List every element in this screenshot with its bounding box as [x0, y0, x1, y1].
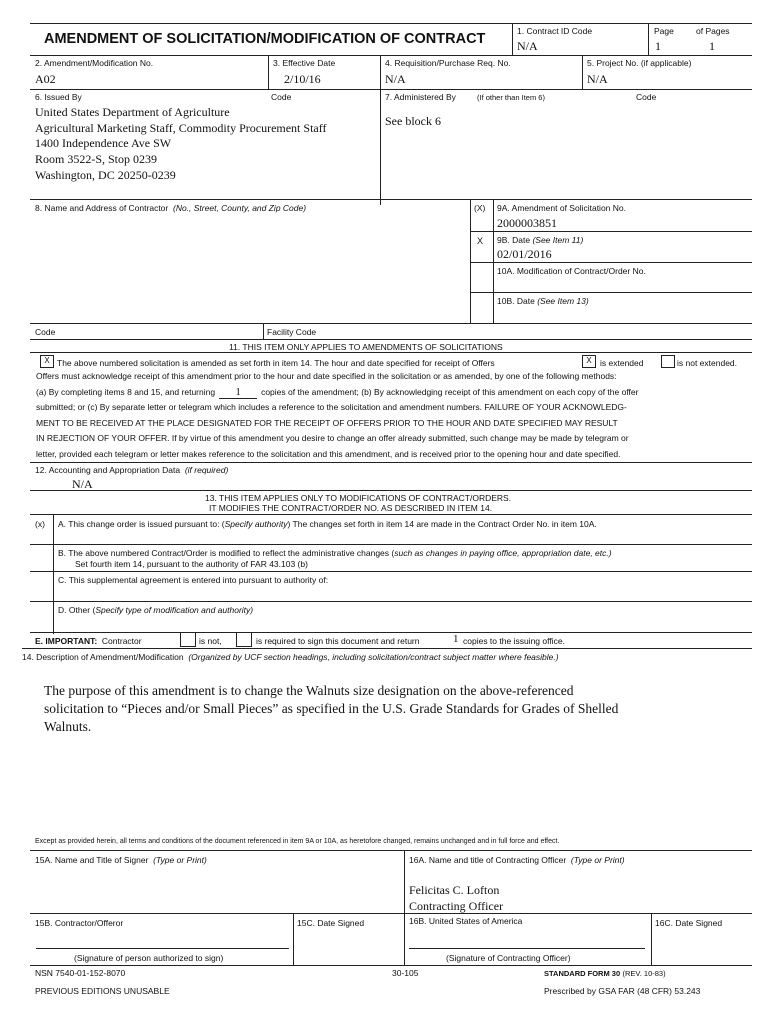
item-13-a-tail: ) The changes set forth in item 14 are made in the Contract Order No. in item 10A.: [287, 519, 597, 529]
standard-form: [544, 968, 666, 978]
important-contractor: Contractor: [101, 636, 142, 646]
is-not-checkbox[interactable]: [180, 632, 196, 647]
date-9b-label-text: 9B. Date: [497, 235, 531, 245]
previous-editions: PREVIOUS EDITIONS UNUSABLE: [35, 986, 170, 996]
accounting-label-text: 12. Accounting and Appropriation Data: [35, 465, 181, 475]
officer-name-label: [409, 855, 625, 865]
important-is-not: is not,: [199, 636, 222, 646]
accounting-label: [35, 465, 228, 475]
form-title: AMENDMENT OF SOLICITATION/MODIFICATION OF CONTRACT: [44, 31, 486, 47]
date-9b-mark: X: [477, 236, 484, 246]
item-11-line-5: MENT TO BE RECEIVED AT THE PLACE DESIGNATED FOR THE RECEIPT OF OFFERS PRIOR TO THE HOUR AND DATE SPECIFIED MAY RESULT: [36, 417, 618, 428]
date-signed-16c-label: 16C. Date Signed: [655, 918, 723, 928]
officer-name: Felicitas C. Lofton: [409, 883, 500, 897]
page-label: Page: [654, 26, 674, 36]
item-11-line-3a: (a) By completing items 8 and 15, and returning: [36, 386, 216, 397]
item-13-heading-1: 13. THIS ITEM APPLIES ONLY TO MODIFICATIONS OF CONTRACT/ORDERS.: [205, 493, 512, 503]
item-13-d-text: D. Other (: [58, 605, 96, 615]
item-11-line-3: [36, 385, 748, 401]
issued-by-line-2: Agricultural Marketing Staff, Commodity Procurement Staff: [35, 121, 327, 135]
is-required-checkbox[interactable]: [236, 632, 252, 647]
accounting-note: (if required): [184, 465, 229, 475]
contractor-label-text: 8. Name and Address of Contractor: [35, 203, 169, 213]
important-tail: copies to the issuing office.: [463, 636, 565, 646]
item-13-x-column: (x): [35, 519, 45, 529]
description-line-2: solicitation to “Pieces and/or Small Pieces” as specified in the U.S. Grade Standards for Grades of Shelled: [44, 701, 619, 716]
date-10b-label-text: 10B. Date: [497, 296, 535, 306]
item-13-heading-2: IT MODIFIES THE CONTRACT/ORDER NO. AS DESCRIBED IN ITEM 14.: [209, 503, 493, 513]
issued-by-label: 6. Issued By: [35, 92, 82, 102]
important-label: E. IMPORTANT:: [35, 636, 98, 646]
accounting-value: N/A: [72, 477, 93, 491]
item-13-b: [58, 548, 612, 558]
description-note: (Organized by UCF section headings, including solicitation/contract subject matter where feasible.): [188, 652, 559, 662]
description-label-text: 14. Description of Amendment/Modification: [22, 652, 184, 662]
contractor-offeror-label: 15B. Contractor/Offeror: [35, 918, 124, 928]
item-11-line-7: letter, provided each telegram or letter makes reference to the solicitation and this amendment, and is received prior to the opening hour and date specified.: [36, 448, 621, 459]
prescribed-by: Prescribed by GSA FAR (48 CFR) 53.243: [544, 986, 701, 996]
description-line-1: The purpose of this amendment is to change the Walnuts size designation on the above-referenced: [44, 683, 574, 698]
officer-title: Contracting Officer: [409, 899, 504, 913]
item-11-instructions: [36, 369, 748, 462]
project-no-value: N/A: [587, 72, 608, 86]
date-10b-label: [497, 296, 589, 306]
item-13-a: [58, 519, 597, 529]
contractor-label-note: (No., Street, County, and Zip Code): [172, 203, 307, 213]
except-note: Except as provided herein, all terms and conditions of the document referenced in item 9A or 10A, as heretofore changed, remains unchanged and in full force and effect.: [35, 838, 560, 845]
amendment-no-label: 2. Amendment/Modification No.: [35, 58, 154, 68]
description-label: [22, 652, 559, 662]
effective-date-label: 3. Effective Date: [273, 58, 336, 68]
item-13-c: C. This supplemental agreement is entered into pursuant to authority of:: [58, 575, 329, 585]
solicitation-amended-checkbox[interactable]: X: [40, 355, 54, 368]
project-no-label: 5. Project No. (if applicable): [587, 58, 692, 68]
signer-name-label-text: 15A. Name and Title of Signer: [35, 855, 149, 865]
contractor-label: [35, 203, 306, 213]
issued-by-line-1: United States Department of Agriculture: [35, 105, 230, 119]
administered-by-note: (If other than Item 6): [477, 93, 545, 102]
item-13-b-note: such as changes in paying office, appropriation date, etc.): [394, 548, 612, 558]
requisition-value: N/A: [385, 72, 406, 86]
date-10b-note: (See Item 13): [537, 296, 589, 306]
officer-name-note: (Type or Print): [570, 855, 625, 865]
issued-by-line-4: Room 3522-S, Stop 0239: [35, 152, 158, 166]
item-13-a-text: A. This change order is issued pursuant to: (: [58, 519, 225, 529]
mark-column-header: (X): [474, 203, 486, 213]
date-signed-15c-label: 15C. Date Signed: [297, 918, 365, 928]
extended-label: is extended: [600, 358, 644, 368]
item-13-d-note: Specify type of modification and authority): [95, 605, 254, 615]
item-13-a-authority: Specify authority: [224, 519, 288, 529]
officer-name-label-text: 16A. Name and title of Contracting Officer: [409, 855, 567, 865]
nsn-number: NSN 7540-01-152-8070: [35, 968, 126, 978]
administered-by-code-label: Code: [636, 92, 657, 102]
signer-name-note: (Type or Print): [153, 855, 207, 865]
amendment-solicitation-label: 9A. Amendment of Solicitation No.: [497, 203, 626, 213]
usa-label: 16B. United States of America: [409, 916, 523, 926]
item-11-line-6: IN REJECTION OF YOUR OFFER. If by virtue of this amendment you desire to change an offer already submitted, such change may be made by telegram or: [36, 433, 629, 443]
contract-id-value: N/A: [517, 39, 538, 53]
issued-by-code-label: Code: [271, 92, 292, 102]
standard-form-rev: (REV. 10-83): [622, 969, 666, 978]
modification-contract-label: 10A. Modification of Contract/Order No.: [497, 266, 646, 276]
contractor-signature-line[interactable]: [36, 948, 289, 949]
issued-by-line-5: Washington, DC 20250-0239: [35, 168, 176, 182]
standard-form-name: STANDARD FORM 30: [544, 969, 621, 978]
administered-by-label: 7. Administered By: [385, 92, 456, 102]
issued-by-line-3: 1400 Independence Ave SW: [35, 136, 172, 150]
item-11-line-1: The above numbered solicitation is amended as set forth in item 14. The hour and date specified for receipt of Offers: [57, 358, 495, 368]
item-11-copies: 1: [219, 387, 257, 399]
signer-name-label: [35, 855, 207, 865]
effective-date-value: 2/10/16: [284, 72, 321, 86]
date-9b-note: (See Item 11): [532, 235, 584, 245]
amendment-no-value: A02: [35, 72, 56, 86]
important-copies: 1: [453, 633, 459, 645]
code-label: Code: [35, 327, 56, 337]
pages-label: of Pages: [696, 26, 730, 36]
item-13-b-line-2: Set fourth item 14, pursuant to the authority of FAR 43.103 (b): [75, 559, 308, 569]
item-11-line-2: Offers must acknowledge receipt of this amendment prior to the hour and date specified in the solicitation or as amended, by one of the following methods:: [36, 371, 617, 381]
item-11-line-4: submitted; or (c) By separate letter or telegram which includes a reference to the solicitation and amendment numbers. FAILURE OF YOUR ACKNOWLEDG-: [36, 402, 627, 412]
date-9b-value: 02/01/2016: [497, 247, 552, 261]
description-line-3: Walnuts.: [44, 719, 92, 734]
contractor-signature-caption: (Signature of person authorized to sign): [74, 953, 224, 963]
facility-code-label: Facility Code: [267, 327, 317, 337]
contract-id-label: 1. Contract ID Code: [517, 26, 593, 36]
item-13-d: [58, 605, 253, 615]
requisition-label: 4. Requisition/Purchase Req. No.: [385, 58, 511, 68]
description-body: [44, 682, 618, 736]
amendment-solicitation-value: 2000003851: [497, 216, 557, 230]
officer-signature-line[interactable]: [409, 948, 645, 949]
not-extended-label: is not extended.: [677, 358, 738, 368]
date-9b-label: [497, 235, 583, 245]
item-13-b-text: B. The above numbered Contract/Order is modified to reflect the administrative changes (: [58, 548, 395, 558]
important-is-required: is required to sign this document and return: [256, 636, 420, 646]
item-11-heading: 11. THIS ITEM ONLY APPLIES TO AMENDMENTS OF SOLICITATIONS: [229, 342, 503, 352]
administered-by-value: See block 6: [385, 114, 441, 128]
pages-value: 1: [709, 39, 715, 53]
item-11-line-3b: copies of the amendment; (b) By acknowledging receipt of this amendment on each copy of the offer: [261, 386, 639, 397]
officer-signature-caption: (Signature of Contracting Officer): [446, 953, 571, 963]
page-value: 1: [655, 39, 661, 53]
form-number: 30-105: [392, 968, 419, 978]
extended-checkbox[interactable]: X: [582, 355, 596, 368]
important-row: [35, 636, 142, 646]
not-extended-checkbox[interactable]: [661, 355, 675, 368]
